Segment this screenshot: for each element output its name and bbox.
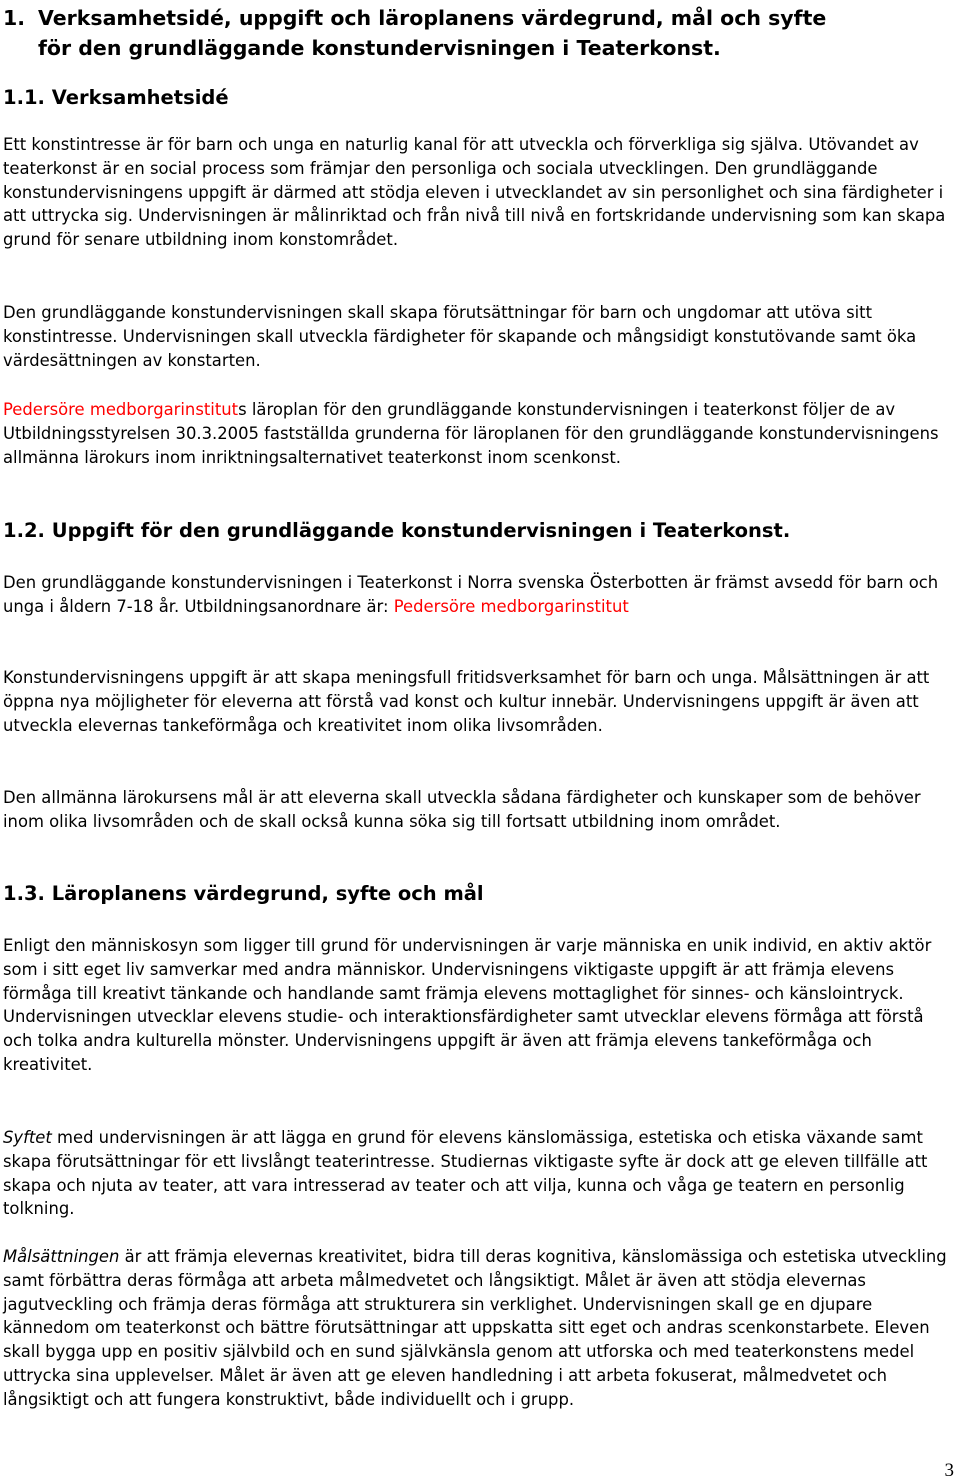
section-1-3-paragraph-1: Enligt den människosyn som ligger till grund för undervisningen är varje människa en unik individ, en aktiv aktör som i sitt eget liv samverkar med andra människor. Undervisningens viktigaste uppgift är att främja elevens förmåga till kreativt tänkande och handlande samt främja elevens mottaglighet för sinnes- och känslointryck. Undervisningen utvecklar elevens studie- och interaktionsfärdigheter samt utvecklar elevens förmåga att förstå och tolka andra kulturella mönster. Undervisningens uppgift är även att främja elevens tankeförmåga och kreativitet. xyxy=(3,936,932,1074)
heading-line-2: för den grundläggande konstundervisningen i Teaterkonst. xyxy=(38,36,721,60)
emphasis-malsattningen: Målsättningen xyxy=(3,1247,120,1266)
section-1-3-heading: 1.3. Läroplanens värdegrund, syfte och mål xyxy=(3,882,484,905)
organization-name-link: Pedersöre medborgarinstitut xyxy=(3,400,239,419)
section-1-1-paragraph-3: Pedersöre medborgarinstituts läroplan för den grundläggande konstundervisningen i teaterkonst följer de av Utbildningsstyrelsen 30.3.2005 fastställda grunderna för läroplanen för den grundläggande konstundervisningens allmänna lärokurs inom inriktningsalternativet teaterkonst inom scenkonst. xyxy=(3,400,939,467)
main-heading xyxy=(3,3,958,63)
emphasis-syftet: Syftet xyxy=(3,1128,52,1147)
heading-number: 1. xyxy=(3,6,26,30)
section-1-1-paragraph-1: Ett konstintresse är för barn och unga en naturlig kanal för att utveckla och förverkliga sig själva. Utövandet av teaterkonst är en social process som främjar den personliga och sociala utvecklingen. Den grundläggande konstundervisningens uppgift är därmed att stödja eleven i utvecklandet av sin personlighet och sina färdigheter i att uttrycka sig. Undervisningen är målinriktad och från nivå till nivå en fortskridande undervisning som kan skapa grund för senare utbildning inom konstområdet. xyxy=(3,135,946,250)
section-1-2-paragraph-1: Den grundläggande konstundervisningen i Teaterkonst i Norra svenska Österbotten är främst avsedd för barn och unga i åldern 7-18 år. Utbildningsanordnare är: Pedersöre medborgarinstitut xyxy=(3,573,939,616)
heading-line-1: Verksamhetsidé, uppgift och läroplanens värdegrund, mål och syfte xyxy=(38,6,827,30)
section-1-2-paragraph-3: Den allmänna lärokursens mål är att eleverna skall utveckla sådana färdigheter och kunskaper som de behöver inom olika livsområden och de skall också kunna söka sig till fortsatt utbildning inom området. xyxy=(3,788,921,831)
organization-name-link: Pedersöre medborgarinstitut xyxy=(393,596,629,616)
section-1-1-paragraph-2: Den grundläggande konstundervisningen skall skapa förutsättningar för barn och ungdomar att utöva sitt konstintresse. Undervisningen skall utveckla färdigheter för skapande och mångsidigt konstutövande samt öka värdesättningen av konstarten. xyxy=(3,303,917,370)
page-number: 3 xyxy=(944,1460,954,1481)
section-1-2-heading: 1.2. Uppgift för den grundläggande konstundervisningen i Teaterkonst. xyxy=(3,519,791,542)
section-1-3-paragraph-3: Målsättningen är att främja elevernas kreativitet, bidra till deras kognitiva, känslomässiga och estetiska utveckling samt förbättra deras förmåga att arbeta målmedvetet och långsiktigt. Målet är även att stödja elevernas jagutveckling och främja deras förmåga att strukturera sin verklighet. Undervisningen skall ge en djupare kännedom om teaterkonst och bättre förutsättningar att uppskatta sitt eget och andras scenkonstarbete. Eleven skall bygga upp en positiv självbild och en sund självkänsla genom att utforska och med teaterkonstens medel uttrycka sina upplevelser. Målet är även att ge eleven handledning i att arbeta fokuserat, målmedvetet och långsiktigt och att fungera konstruktivt, både individuellt och i grupp. xyxy=(3,1247,947,1409)
section-1-3-paragraph-2: Syftet med undervisningen är att lägga en grund för elevens känslomässiga, estetiska och etiska växande samt skapa förutsättningar för ett livslångt teaterintresse. Studiernas viktigaste syfte är dock att ge eleven tillfälle att skapa och njuta av teater, att vara intresserad av teater och att vilja, kunna och våga ge teatern en personlig tolkning. xyxy=(3,1128,928,1219)
section-1-2-paragraph-2: Konstundervisningens uppgift är att skapa meningsfull fritidsverksamhet för barn och unga. Målsättningen är att öppna nya möjligheter för eleverna att förstå vad konst och kultur innebär. Undervisningens uppgift är även att utveckla elevernas tankeförmåga och kreativitet inom olika livsområden. xyxy=(3,668,930,735)
section-1-1-heading: 1.1. Verksamhetsidé xyxy=(3,86,229,109)
